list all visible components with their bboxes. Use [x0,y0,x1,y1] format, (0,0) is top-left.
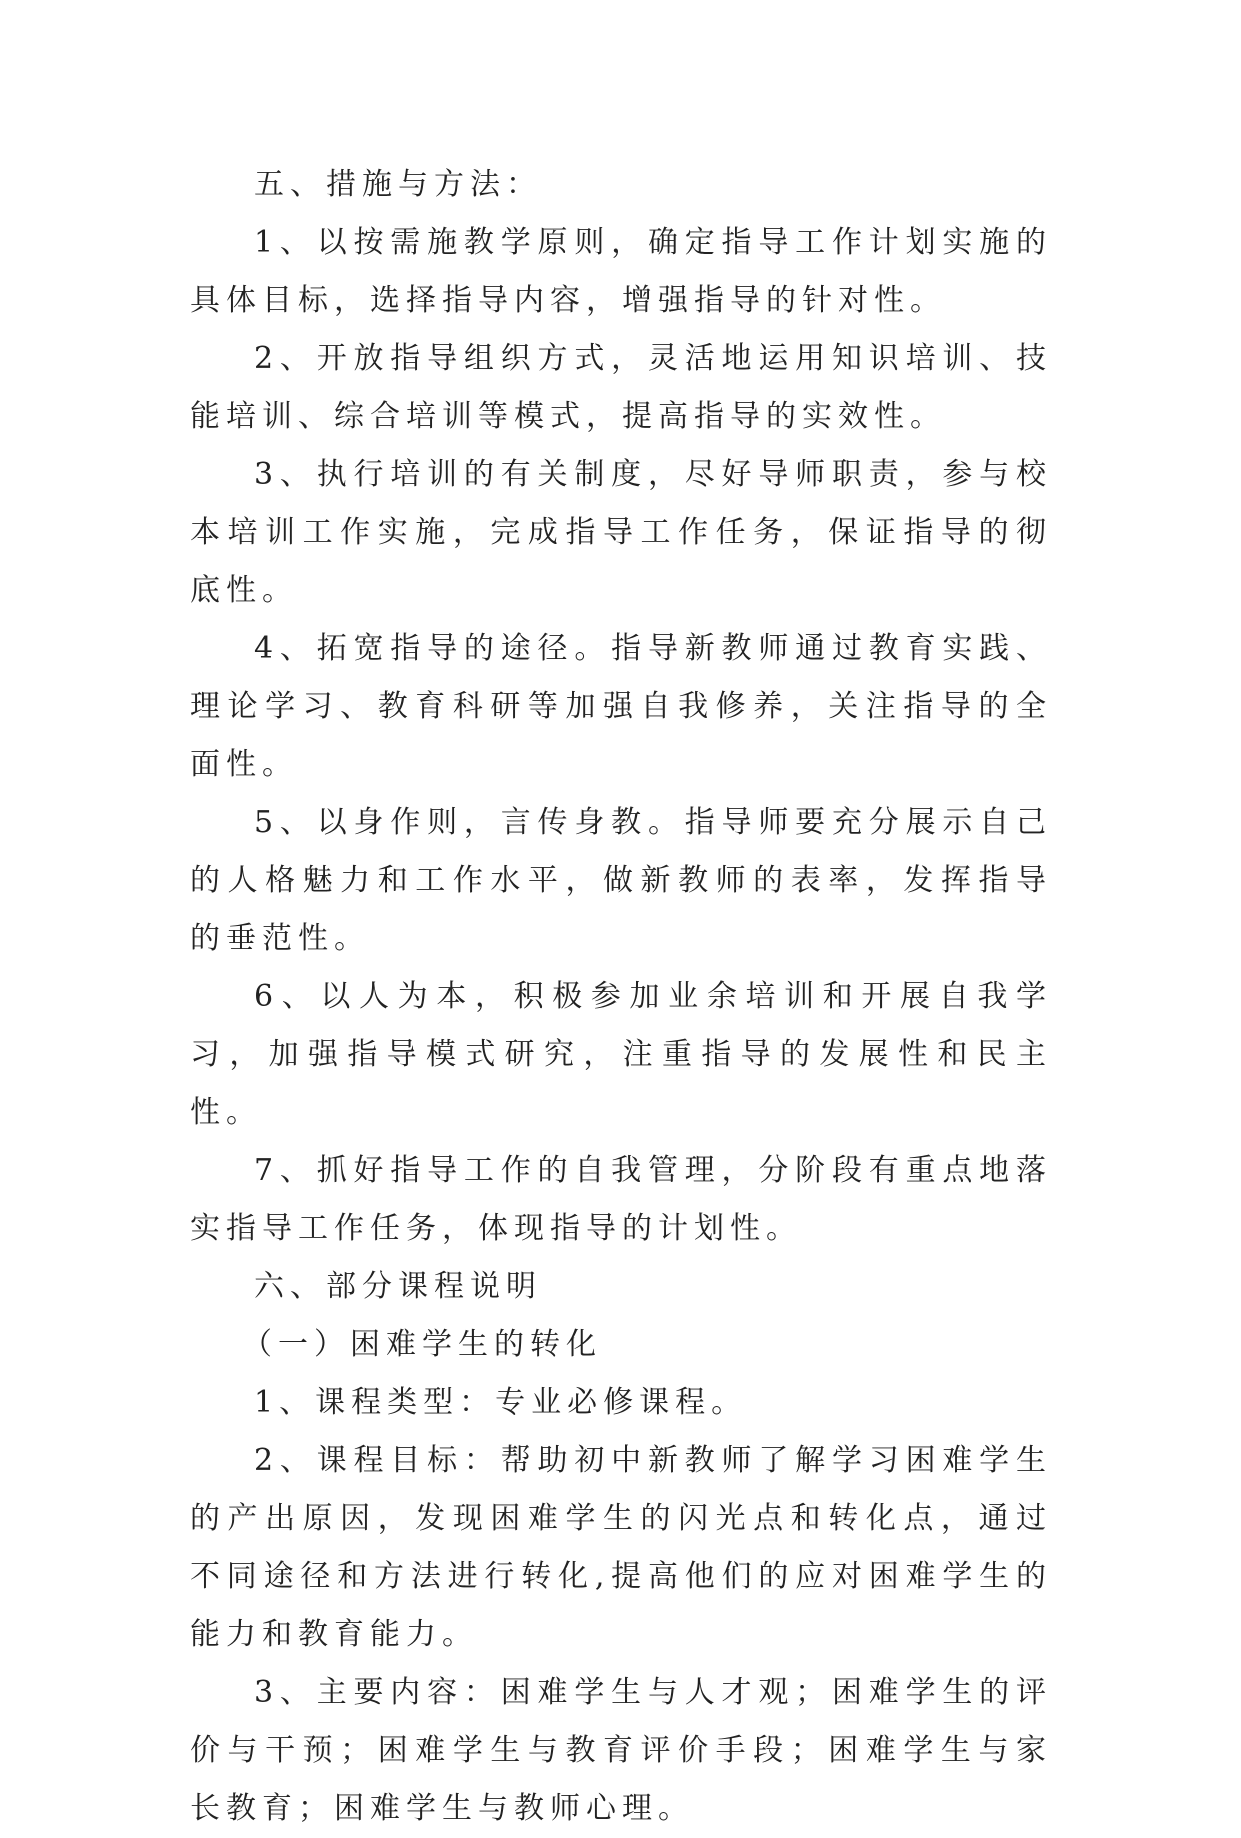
course-item-goal: 2、课程目标：帮助初中新教师了解学习困难学生的产出原因，发现困难学生的闪光点和转化点，通过不同途径和方法进行转化,提高他们的应对困难学生的能力和教育能力。 [190,1443,1052,1652]
course-heading-1: （一）困难学生的转化 [242,1327,602,1362]
document-body [190,156,1052,1838]
measure-paragraph-4: 4、拓宽指导的途径。指导新教师通过教育实践、理论学习、教育科研等加强自我修养，关注指导的全面性。 [190,631,1052,782]
measure-paragraph-3: 3、执行培训的有关制度，尽好导师职责，参与校本培训工作实施，完成指导工作任务，保证指导的彻底性。 [190,457,1052,608]
course-item-type: 1、课程类型：专业必修课程。 [254,1385,748,1420]
measure-paragraph-7: 7、抓好指导工作的自我管理，分阶段有重点地落实指导工作任务，体现指导的计划性。 [190,1153,1052,1246]
course-item-content: 3、主要内容：困难学生与人才观；困难学生的评价与干预；困难学生与教育评价手段；困难学生与家长教育；困难学生与教师心理。 [190,1675,1052,1826]
measure-paragraph-6: 6、以人为本，积极参加业余培训和开展自我学习，加强指导模式研究，注重指导的发展性和民主性。 [190,979,1052,1130]
measure-paragraph-2: 2、开放指导组织方式，灵活地运用知识培训、技能培训、综合培训等模式，提高指导的实效性。 [190,341,1052,434]
section-heading-measures: 五、措施与方法： [254,167,542,202]
measure-paragraph-1: 1、以按需施教学原则，确定指导工作计划实施的具体目标，选择指导内容，增强指导的针对性。 [190,225,1052,318]
section-heading-courses: 六、部分课程说明 [254,1269,542,1304]
measure-paragraph-5: 5、以身作则，言传身教。指导师要充分展示自己的人格魅力和工作水平，做新教师的表率，发挥指导的垂范性。 [190,805,1052,956]
